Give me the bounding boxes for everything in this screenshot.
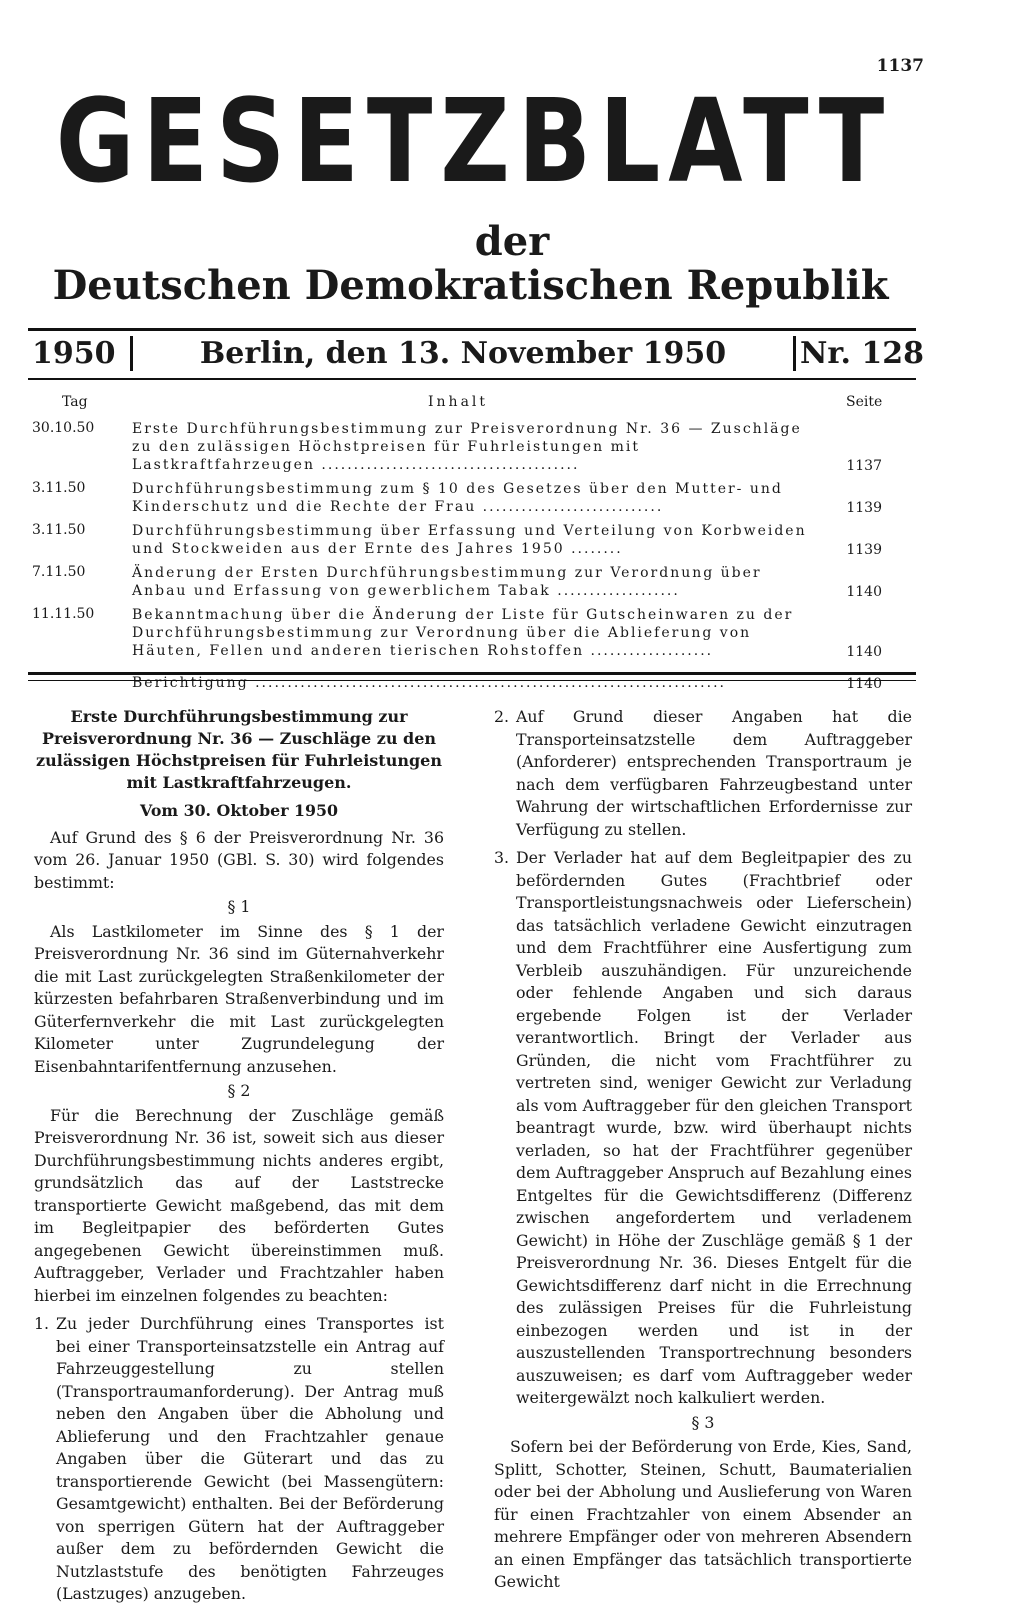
toc-entry[interactable] bbox=[28, 480, 918, 516]
toc-rule bbox=[28, 672, 916, 675]
section-text-1: Als Lastkilometer im Sinne des § 1 der Preisverordnung Nr. 36 sind im Güternahverkehr die mit Last zurückgelegten Straßenkilometer der kürzesten befahrbaren Straßenverbindung und im Güterfernverkehr die mit Last zurückgelegten Kilometer unter Zugrundelegung der Eisenbahntarifentfernung anzusehen. bbox=[34, 921, 444, 1076]
list-item-text: Auf Grund dieser Angaben hat die Transporteinsatzstelle dem Auftraggeber (Anforderer) entsprechenden Transportraum je nach dem verfügbaren Fahrzeugbestand unter Wahrung der wirtschaftlichen Erfordernisse zur Verfügung zu stellen. bbox=[516, 707, 912, 839]
masthead-der: der bbox=[474, 218, 550, 265]
table-of-contents bbox=[28, 420, 918, 698]
list-item-number: 3. bbox=[494, 848, 510, 867]
toc-entry[interactable] bbox=[28, 606, 918, 660]
list-item-number: 1. bbox=[34, 1314, 50, 1333]
toc-entry-text: Bekanntmachung über die Änderung der Liste für Gutscheinwaren zu der Durchführungsbestimmung zur Verordnung über die Ablieferung von Häuten, Fellen und anderen tierischen Rohstoffen ................... bbox=[132, 607, 794, 659]
section-heading-2: § 2 bbox=[227, 1081, 251, 1100]
section-heading-1: § 1 bbox=[227, 897, 251, 916]
issue-year: 1950 bbox=[32, 336, 116, 371]
toc-entry-page: 1139 bbox=[846, 542, 882, 558]
toc-col-inhalt: Inhalt bbox=[428, 394, 489, 410]
right-column bbox=[494, 706, 912, 1594]
issue-number: Nr. 128 bbox=[800, 336, 924, 371]
article-date: Vom 30. Oktober 1950 bbox=[140, 801, 338, 820]
list-item-1 bbox=[34, 1313, 444, 1606]
toc-entry-text: Durchführungsbestimmung zum § 10 des Gesetzes über den Mutter- und Kinderschutz und die Rechte der Frau ............................ bbox=[132, 481, 783, 515]
toc-entry[interactable] bbox=[28, 420, 918, 474]
issue-date: Berlin, den 13. November 1950 bbox=[130, 336, 796, 371]
list-item-text: Der Verlader hat auf dem Begleitpapier des zu befördernden Gutes (Frachtbrief oder Transportleistungsnachweis oder Lieferschein) das tatsächlich verladene Gewicht einzutragen und dem Frachtführer eine Ausfertigung zum Verbleib auszuhändigen. Für unzureichende oder fehlende Angaben und sich daraus ergebende Folgen ist der Verlader verantwortlich. Bringt der Verlader aus Gründen, die nicht vom Frachtführer zu vertreten sind, weniger Gewicht zur Verladung als vom Auftraggeber für den gleichen Transport beantragt wurde, bzw. wird überhaupt nichts verladen, so hat der Frachtführer gegenüber dem Auftraggeber Anspruch auf Bezahlung eines Entgeltes für die Gewichtsdifferenz (Differenz zwischen angefordertem und verladenem Gewicht) in Höhe der Zuschläge gemäß § 1 der Preisverordnung Nr. 36. Dieses Entgelt für die Gewichtsdifferenz darf nicht in die Errechnung des zulässigen Preises für die Fuhrleistung einbezogen werden und ist in der auszustellenden Transportrechnung besonders auszuweisen; es darf vom Auftraggeber weder weitergewälzt noch kalkuliert werden. bbox=[516, 848, 912, 1407]
section-text-3: Sofern bei der Beförderung von Erde, Kies, Sand, Splitt, Schotter, Steinen, Schutt, Baumaterialien oder bei der Abholung und Auslieferung von Waren für einen Frachtzahler von einem Absender an mehrere Empfänger oder von mehreren Absendern an einen Empfänger das tatsächlich transportierte Gewicht bbox=[494, 1437, 912, 1591]
page-number: 1137 bbox=[876, 56, 924, 76]
toc-entry-page: 1137 bbox=[846, 458, 882, 474]
toc-entry-date: 3.11.50 bbox=[32, 522, 86, 538]
toc-col-seite: Seite bbox=[846, 394, 883, 410]
masthead-rule bbox=[28, 328, 916, 331]
toc-col-tag: Tag bbox=[62, 394, 88, 410]
toc-correction-page: 1140 bbox=[846, 676, 882, 692]
toc-correction[interactable] bbox=[28, 674, 918, 692]
list-item-number: 2. bbox=[494, 707, 510, 726]
toc-entry-page: 1140 bbox=[846, 644, 882, 660]
section-heading-3: § 3 bbox=[691, 1412, 715, 1432]
toc-entry[interactable] bbox=[28, 564, 918, 600]
toc-entry-text: Änderung der Ersten Durchführungsbestimmung zur Verordnung über Anbau und Erfassung von gewerblichem Tabak ................... bbox=[132, 565, 762, 599]
section-text-2: Für die Berechnung der Zuschläge gemäß Preisverordnung Nr. 36 ist, soweit sich aus dieser Durchführungsbestimmung nichts anderes ergibt, grundsätzlich das auf der Laststrecke transportierte Gewicht maßgebend, das mit dem im Begleitpapier des beförderten Gutes angegebenen Gewicht übereinstimmen muß. Auftraggeber, Verlader und Frachtzahler haben hierbei im einzelnen folgendes zu beachten: bbox=[34, 1105, 444, 1305]
article-title: Erste Durchführungsbestimmung zur Preisverordnung Nr. 36 — Zuschläge zu den zulässigen Höchstpreisen für Fuhrleistungen mit Lastkraftfahrzeugen. bbox=[36, 707, 442, 792]
list-item-text: Zu jeder Durchführung eines Transportes ist bei einer Transporteinsatzstelle ein Antrag auf Fahrzeuggestellung zu stellen (Transportraumanforderung). Der Antrag muß neben den Angaben über die Abholung und Ablieferung und den Frachtzahler genaue Angaben über die Güterart und das zu transportierende Gewicht (bei Massengütern: Gesamtgewicht) enthalten. Bei der Beförderung von sperrigen Gütern hat der Auftraggeber außer dem zu befördernden Gewicht die Nutzlaststufe des benötigten Fahrzeuges (Lastzuges) anzugeben. bbox=[56, 1314, 444, 1603]
toc-correction-text: Berichtigung ......................................................................... bbox=[132, 675, 726, 691]
toc-entry-date: 3.11.50 bbox=[32, 480, 86, 496]
list-item-3 bbox=[494, 847, 912, 1410]
toc-entry-date: 30.10.50 bbox=[32, 420, 95, 436]
toc-entry-text: Durchführungsbestimmung über Erfassung und Verteilung von Korbweiden und Stockweiden aus der Ernte des Jahres 1950 ........ bbox=[132, 523, 807, 557]
toc-entry-date: 7.11.50 bbox=[32, 564, 86, 580]
left-column bbox=[34, 706, 444, 1606]
toc-entry-date: 11.11.50 bbox=[32, 606, 95, 622]
toc-rule-thin bbox=[28, 680, 916, 681]
list-item-2 bbox=[494, 706, 912, 841]
toc-entry-page: 1140 bbox=[846, 584, 882, 600]
masthead-title: GESETZBLATT bbox=[55, 74, 893, 209]
issue-rule bbox=[28, 378, 916, 380]
toc-entry-page: 1139 bbox=[846, 500, 882, 516]
toc-entry-text: Erste Durchführungsbestimmung zur Preisverordnung Nr. 36 — Zuschläge zu den zulässigen Höchstpreisen für Fuhrleistungen mit Lastkraftfahrzeugen ........................................ bbox=[132, 421, 802, 473]
article-intro: Auf Grund des § 6 der Preisverordnung Nr. 36 vom 26. Januar 1950 (GBl. S. 30) wird folgendes bestimmt: bbox=[34, 827, 444, 892]
toc-entry[interactable] bbox=[28, 522, 918, 558]
masthead-republic: Deutschen Demokratischen Republik bbox=[52, 262, 889, 309]
